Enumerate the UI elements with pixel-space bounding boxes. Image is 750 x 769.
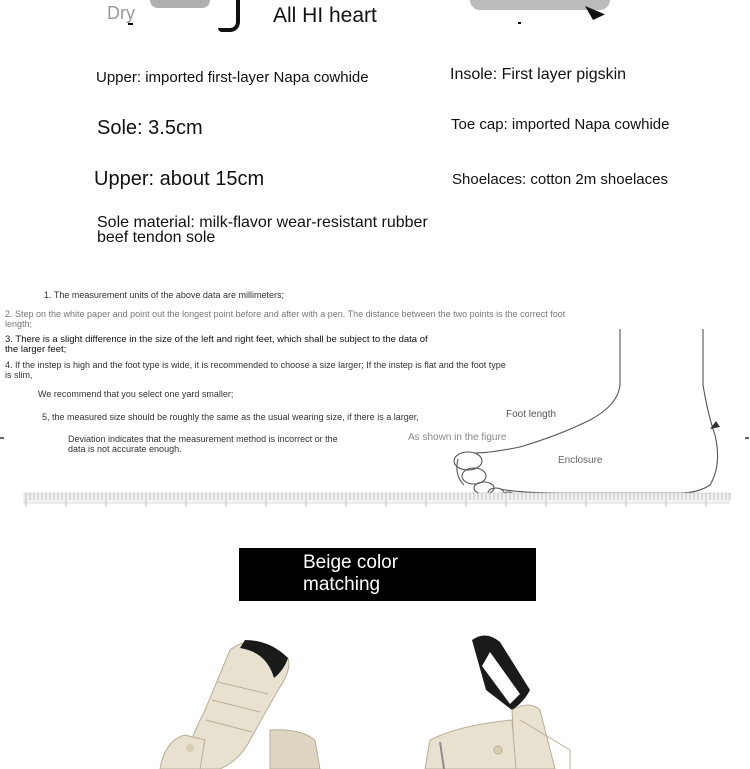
foot-length-label: Foot length [506, 409, 557, 420]
beige-shoe-photo-right [420, 630, 590, 769]
shoe-eyelet [186, 744, 194, 752]
spec-sole-material-line2: beef tendon sole [97, 229, 216, 246]
color-banner-line2: matching [303, 574, 381, 595]
measure-note-4-recommend: We recommend that you select one yard smaller; [38, 389, 234, 399]
measure-deviation-line2: data is not accurate enough. [68, 444, 182, 454]
measure-note-3-line1: 3. There is a slight difference in the size of the left and right feet, which shall be subject to the data of [5, 334, 428, 345]
measuring-ruler [24, 491, 729, 509]
spec-toe-cap: Toe cap: imported Napa cowhide [451, 116, 670, 133]
top-text-dry: Dry [107, 3, 135, 23]
measure-note-3 [5, 335, 428, 355]
edge-mark-left [0, 437, 4, 439]
shoe-rivet [494, 746, 502, 754]
top-text-heart: All HI heart [273, 4, 377, 27]
measure-note-2-line1: 2. Step on the white paper and point out the longest point before and after with a pen. The distance between the two points is the correct foot [5, 309, 566, 319]
enclosure-label: Enclosure [558, 455, 603, 466]
spec-insole: Insole: First layer pigskin [450, 66, 627, 83]
spec-sole-material [97, 215, 428, 245]
color-banner-line1: Beige color [303, 552, 399, 573]
top-photo-mark-2 [518, 22, 521, 24]
measure-note-5: 5, the measured size should be roughly the same as the usual wearing size, if there is a larger, [42, 412, 419, 422]
measure-note-1: 1. The measurement units of the above data are millimeters; [44, 290, 284, 300]
top-photo-hook [218, 0, 240, 32]
spec-sole-height: Sole: 3.5cm [97, 117, 203, 139]
shoe-eyelet-panel [160, 735, 205, 769]
measure-note-2-line2: length; [5, 319, 33, 329]
shoe-body [425, 720, 516, 769]
spec-upper-height: Upper: about 15cm [94, 168, 265, 190]
shoe-collar [270, 730, 320, 769]
spec-sole-material-line1: Sole material: milk-flavor wear-resistant rubber [97, 214, 428, 231]
top-photo-fragment-left [150, 0, 210, 8]
top-photo-mark [128, 23, 133, 25]
measure-note-4-line1: 4. If the instep is high and the foot type is wide, it is recommended to choose a size larger; If the instep is flat and the foot type [5, 360, 506, 370]
spec-shoelaces: Shoelaces: cotton 2m shoelaces [452, 171, 668, 188]
measure-deviation-line1: Deviation indicates that the measurement method is incorrect or the [68, 434, 338, 444]
measure-note-3-line2: the larger feet; [5, 344, 67, 355]
as-shown-label: As shown in the figure [408, 432, 507, 443]
foot-diagram [408, 325, 750, 515]
measure-deviation-note [68, 434, 338, 454]
measure-note-4-line2: is slim, [5, 370, 33, 380]
color-banner-title [303, 552, 398, 596]
beige-shoe-photo-left [160, 630, 330, 769]
spec-upper-material: Upper: imported first-layer Napa cowhide [96, 69, 369, 86]
